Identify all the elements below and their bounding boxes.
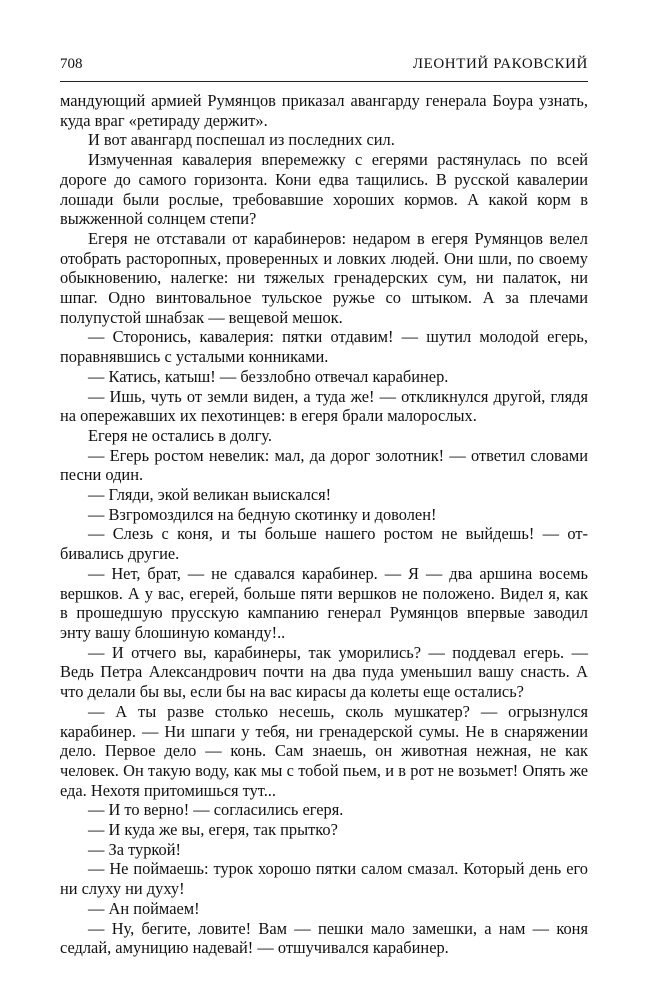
paragraph-7: — Ишь, чуть от земли виден, а туда же! — откликнулся другой, глядя на опережавших их пехотинцев: в егеря брали малорослых. <box>60 386 588 426</box>
paragraph-2: И вот авангард поспешал из последних сил. <box>88 130 395 150</box>
paragraph-14: — И отчего вы, карабинеры, так уморились? — поддевал егерь. — Ведь Петра Александрович почти на два пуда уменьшил вашу снасть. А что делали бы вы, если бы на вас кирасы да колеты еще остались? <box>60 642 588 702</box>
paragraph-19: — Не поймаешь: турок хорошо пятки салом смазал. Который день его ни слуху ни духу! <box>60 859 588 899</box>
paragraph-20: — Ан поймаем! <box>88 898 200 918</box>
paragraph-9: — Егерь ростом невелик: мал, да дорог золотник! — ответил словами песни один. <box>60 445 588 485</box>
paragraph-13: — Нет, брат, — не сдавался карабинер. — Я — два аршина восемь вершков. А у вас, егерей, больше пяти вершков не положено. Видел я, как в прошедшую прусскую кампанию генерал Румянцов впервые заводил энту вашу блошиную команду!.. <box>60 563 588 642</box>
paragraph-12: — Слезь с коня, и ты больше нашего ростом не выйдешь! — отбивались другие. <box>60 524 588 564</box>
running-head <box>60 56 588 80</box>
page-number: 708 <box>60 56 83 72</box>
paragraph-11: — Взгромоздился на бедную скотинку и доволен! <box>88 504 437 524</box>
paragraph-15: — А ты разве столько несешь, сколь мушкатер? — огрызнулся карабинер. — Ни шпаги у тебя, ни гренадерской сумы. Не в снаряжении дело. Первое дело — конь. Сам знаешь, он животная нежная, не как человек. Он такую воду, как мы с тобой пьем, и в рот не возьмет! Опять же еда. Нехотя притомишься тут... <box>60 701 588 800</box>
paragraph-18: — За туркой! <box>88 839 181 859</box>
paragraph-21: — Ну, бегите, ловите! Вам — пешки мало замешки, а нам — коня седлай, амуницию надевай! — отшучивался карабинер. <box>60 918 588 958</box>
paragraph-17: — И куда же вы, егеря, так прытко? <box>88 820 338 840</box>
header-rule <box>60 81 588 82</box>
paragraph-3: Измученная кавалерия вперемежку с егерями растянулась по всей дороге до самого горизонта. Кони едва тащились. В русской кавалерии лошади были рослые, требовавшие хороших кормов. А какой корм в выжженной солнцем степи? <box>60 150 588 229</box>
paragraph-4: Егеря не отставали от карабинеров: недаром в егеря Румянцов велел отобрать расторопных, проверенных и ловких людей. Они шли, по своему обыкновению, налегке: ни тяжелых гренадерских сум, ни палаток, ни шпаг. Одно винтовальное тульское ружье со штыком. А за плечами полупустой шнабзак — вещевой мешок. <box>60 228 588 327</box>
paragraph-6: — Катись, катыш! — беззлобно отвечал карабинер. <box>88 366 449 386</box>
paragraph-5: — Сторонись, кавалерия: пятки отдавим! — шутил молодой егерь, поравнявшись с усталыми конниками. <box>60 327 588 367</box>
paragraph-1: мандующий армией Румянцов приказал авангарду генерала Боура узнать, куда враг «ретираду держит». <box>60 91 588 130</box>
paragraph-10: — Гляди, экой великан выискался! <box>88 485 332 505</box>
running-title: ЛЕОНТИЙ РАКОВСКИЙ <box>412 56 588 72</box>
paragraph-16: — И то верно! — согласились егеря. <box>88 800 344 820</box>
paragraph-8: Егеря не остались в долгу. <box>88 425 272 445</box>
body-text <box>60 91 588 958</box>
